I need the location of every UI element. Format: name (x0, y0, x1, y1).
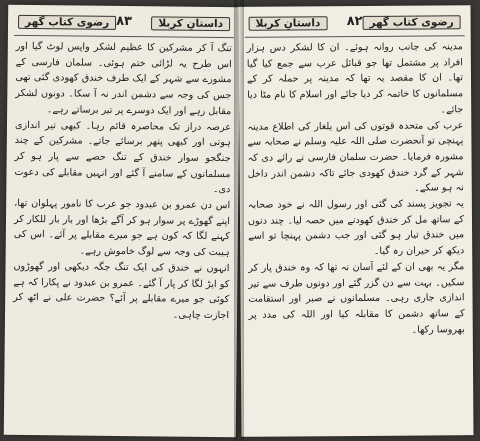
publisher-name: رضوی کتاب گھر (362, 15, 460, 30)
book-title: داستانِ کربلا (151, 16, 230, 31)
paragraph: انہوں نے خندق کی ایک تنگ جگہ دیکھی اور گھوڑوں کو ایڑ لگا کر پار آ گئے۔ عمرو بن عبدود نے پکارا کہ ہے کوئی جو میرے مقابلے پر آئے؟ حضرت علی نے اٹھ کر اجازت چاہی۔ (13, 260, 230, 322)
page-body (247, 39, 465, 339)
paragraph: یہ تجویز پسند کی گئی اور رسول اللہ نے خود صحابہ کے ساتھ مل کر خندق کھودنے میں حصہ لیا۔ چند دنوں میں خندق تیار ہو گئی اور جب دشمن پہنچا تو اسے دیکھ کر حیران رہ گیا۔ (247, 198, 465, 258)
paragraph: تنگ آ کر مشرکین کا عظیم لشکر واپس لوٹ گیا اور اس طرح یہ لڑائی ختم ہوئی۔ سلمان فارسی کے مشورے سے شہر کے ایک طرف خندق کھودی گئی تھی جس کی وجہ سے دشمن اندر نہ آ سکا۔ دونوں لشکر مقابل رہے اور ایک دوسرے پر تیر برساتے رہے۔ (15, 40, 232, 117)
page-body (13, 39, 232, 324)
book-gutter (234, 0, 244, 441)
right-page (239, 5, 474, 437)
page-number: ۸۲ (346, 13, 363, 30)
paragraph: اس دن عمرو بن عبدود جو عرب کا نامور پہلوان تھا، اپنے گھوڑے پر سوار ہو کر آگے بڑھا اور بار بار للکار کر کہنے لگا کہ کون ہے جو میرے مقابلے پر آئے۔ اس کی ہیبت کی وجہ سے لوگ خاموش رہے۔ (13, 197, 231, 259)
paragraph: مگر یہ بھی ان کے لئے آسان نہ تھا کہ وہ خندق پار کر سکیں۔ بہت سے دن گزر گئے اور دونوں طرف سے تیر اندازی جاری رہی۔ مسلمانوں نے صبر اور استقامت کے ساتھ دشمن کا مقابلہ کیا اور اللہ کی مدد پر بھروسا رکھا۔ (248, 261, 465, 336)
paragraph: عرب کی متحدہ قوتوں کی اس یلغار کی اطلاع مدینہ پہنچی تو آنحضرت صلی اللہ علیہ وسلم نے صحابہ سے مشورہ فرمایا۔ حضرت سلمان فارسی نے رائے دی کہ شہر کے گرد خندق کھودی جائے تاکہ دشمن اندر داخل نہ ہو سکے۔ (247, 119, 464, 194)
page-header (14, 13, 234, 38)
book-title: داستانِ کربلا (249, 16, 328, 31)
paragraph: مدینہ کی جانب روانہ ہوئے۔ ان کا لشکر دس ہزار افراد پر مشتمل تھا جو قبائل عرب سے جمع کیا گیا تھا۔ ان کا مقصد یہ تھا کہ مدینہ پر حملہ کر کے مسلمانوں کا خاتمہ کر دیا جائے اور اسلام کا نام مٹا دیا جائے۔ (246, 41, 464, 116)
paragraph: عرصہ دراز تک محاصرہ قائم رہا۔ کبھی تیر اندازی ہوتی اور کبھی پتھر برسائے جاتے۔ مشرکین کے چند جنگجو سوار خندق کے تنگ حصے سے پار ہو کر مسلمانوں کے سامنے آ گئے اور انہیں مقابلے کی دعوت دی۔ (14, 119, 232, 196)
page-number: ۸۳ (116, 13, 133, 30)
left-page (4, 5, 240, 437)
publisher-name: رضوی کتاب گھر (18, 15, 116, 30)
page-header (245, 13, 465, 38)
